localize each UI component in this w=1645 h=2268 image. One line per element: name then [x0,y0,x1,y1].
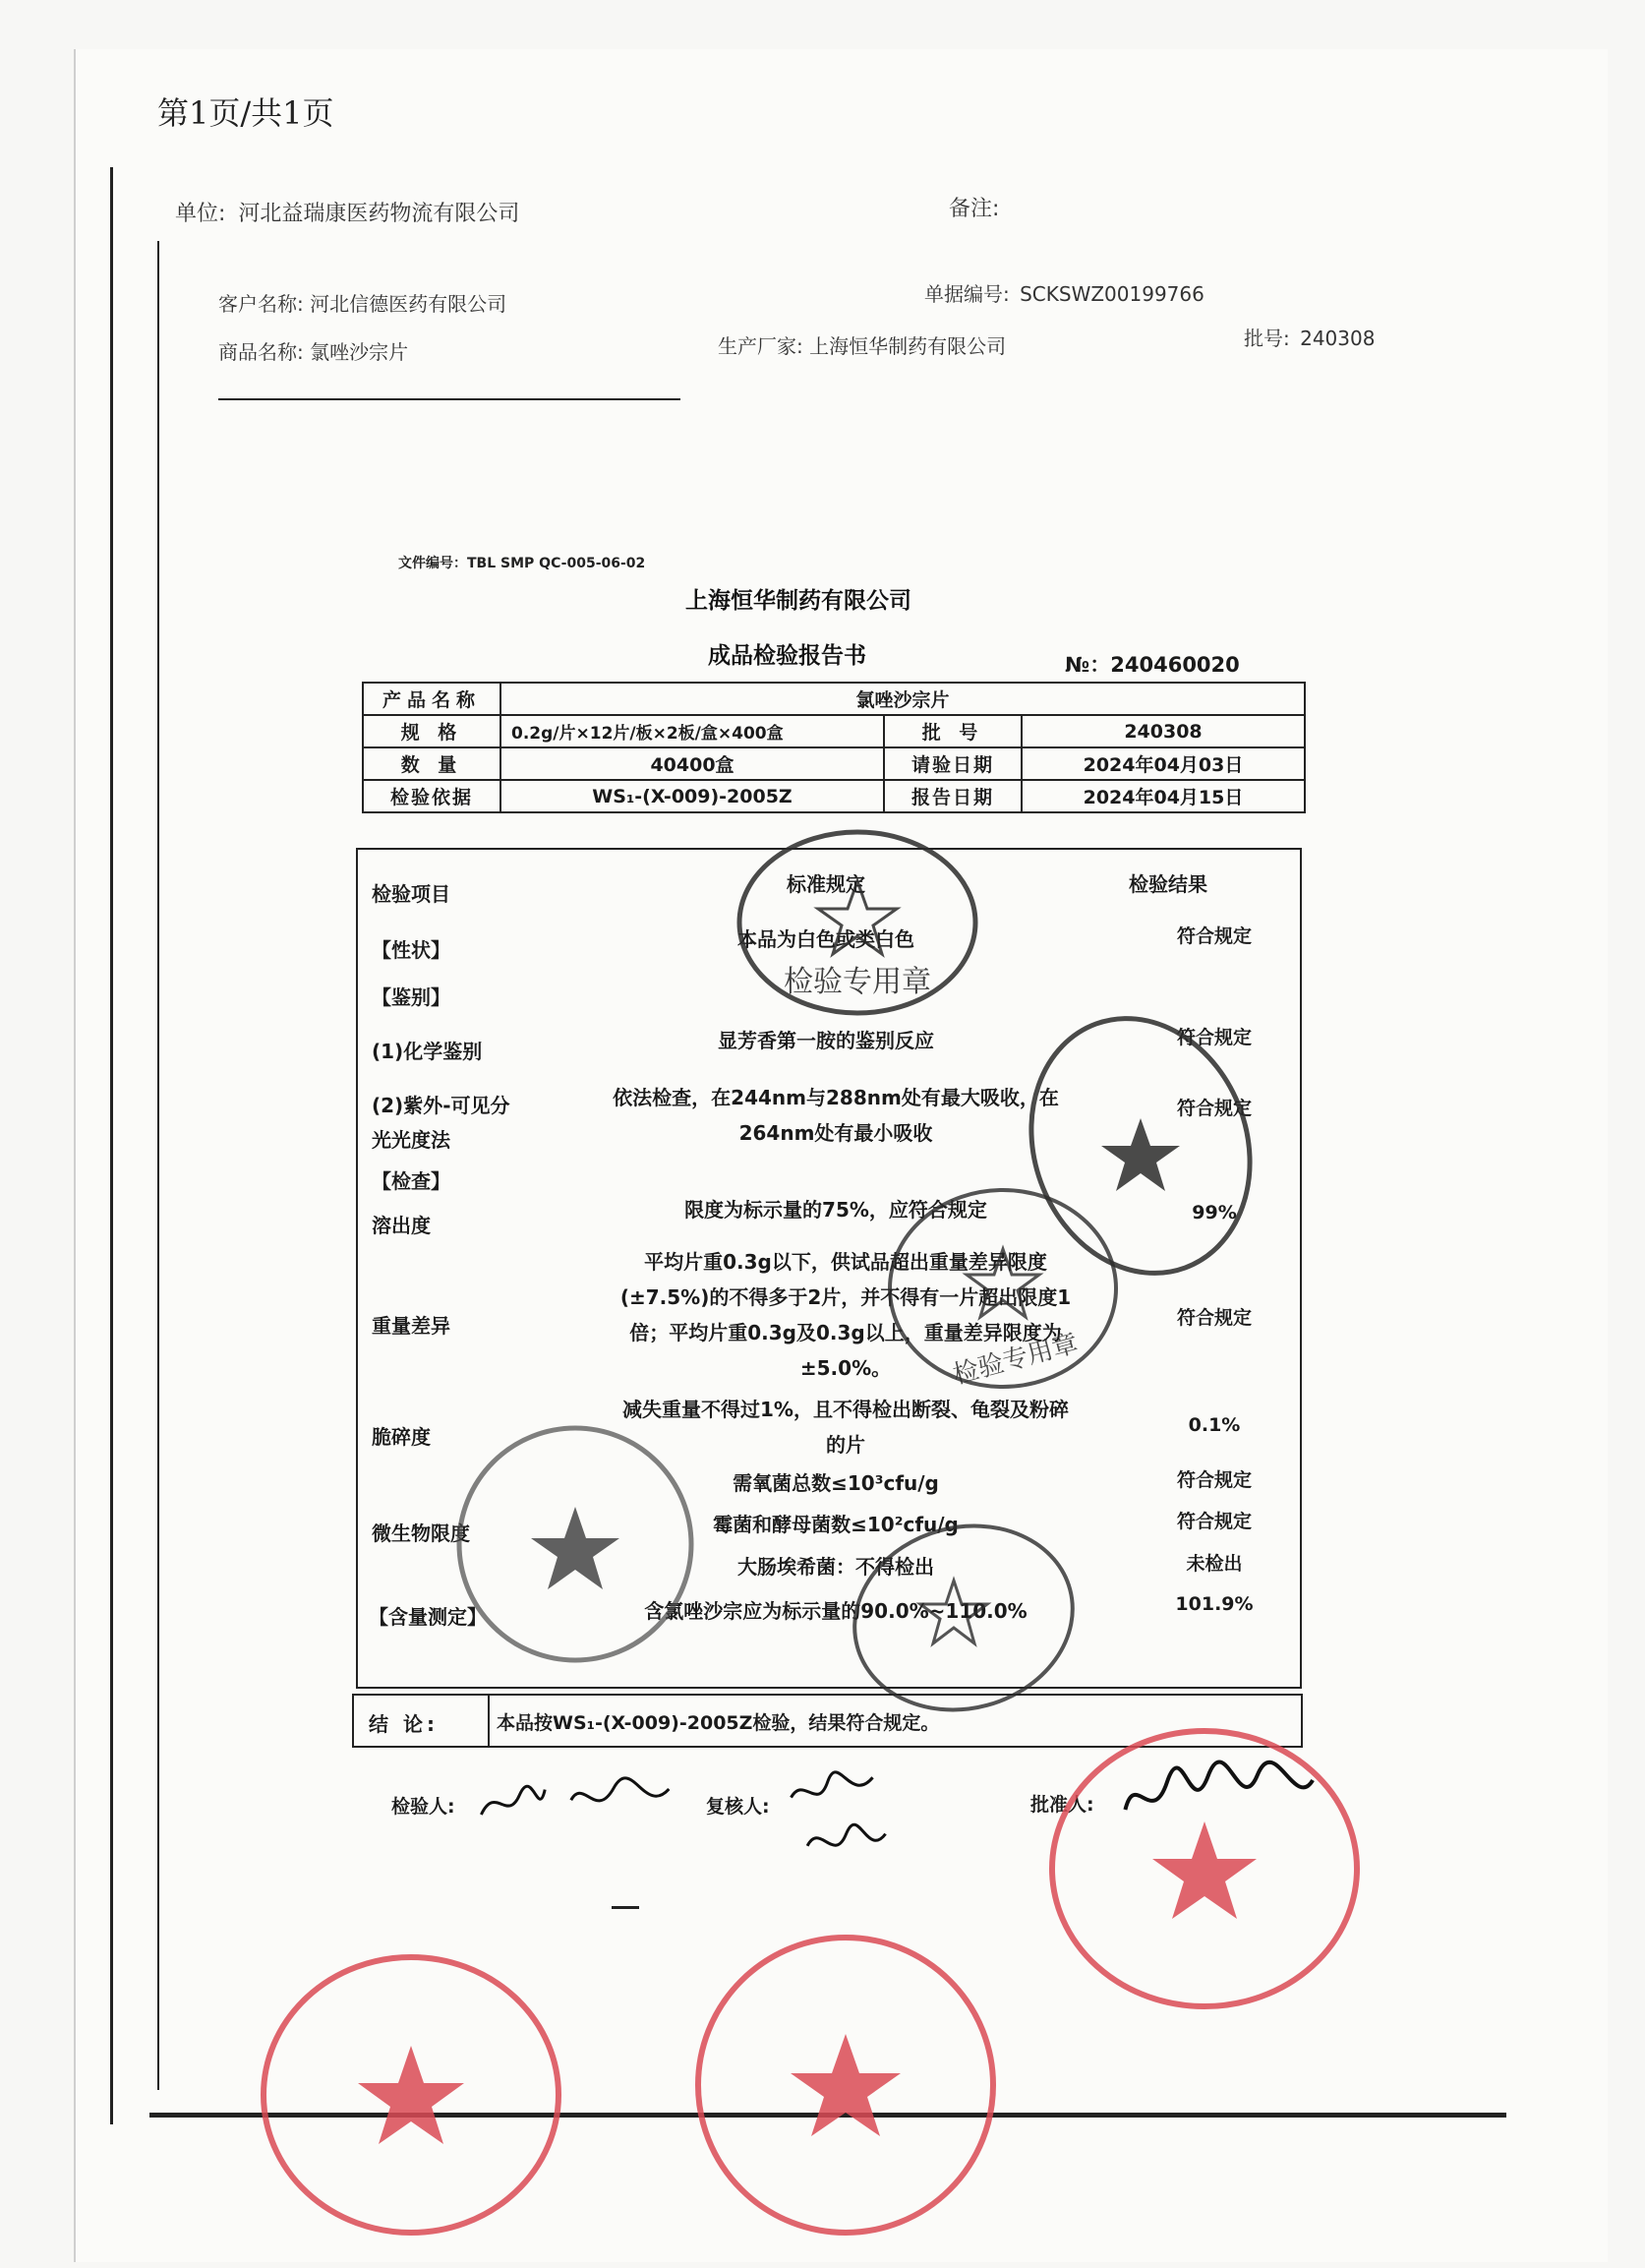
uv-result: 符合规定 [1176,1098,1252,1119]
stamp-hengrui-gray [846,1520,1082,1716]
uv-item-line2: 光光度法 [372,1128,450,1152]
request-date-value: 2024年04月03日 [1022,747,1305,780]
assay-std: 含氯唑沙宗应为标示量的90.0%~110.0% [644,1599,1028,1623]
spec-value: 0.2g/片×12片/板×2板/盒×400盒 [500,715,884,747]
micro-item: 微生物限度 [372,1522,470,1545]
quantity-value: 40400盒 [500,747,884,780]
reviewer-signature [784,1762,898,1885]
reviewer-label: 复核人: [706,1796,770,1818]
weight-std-line1: 平均片重0.3g以下，供试品超出重量差异限度 [644,1250,1047,1274]
dissolution-result: 99% [1192,1202,1237,1224]
micro-result-1: 符合规定 [1176,1469,1252,1491]
weight-std-line3: 倍；平均片重0.3g及0.3g以上，重量差异限度为 [629,1321,1062,1344]
chem-item: (1)化学鉴别 [372,1040,483,1063]
chem-std: 显芳香第一胺的鉴别反应 [718,1029,934,1052]
uv-std-line1: 依法检查，在244nm与288nm处有最大吸收，在 [613,1086,1059,1109]
svg-text:检验专用章: 检验专用章 [950,1328,1082,1391]
report-batch-label: 批 号 [884,715,1022,747]
unit-value: 河北益瑞康医药物流有限公司 [238,202,520,226]
friability-result: 0.1% [1188,1414,1241,1436]
svg-text:检验专用章: 检验专用章 [784,965,931,999]
stamp-inspection-2 [880,1180,1126,1397]
micro-result-3: 未检出 [1186,1553,1243,1575]
dissolution-item: 溶出度 [372,1214,431,1237]
report-title: 成品检验报告书 [708,643,866,669]
inspector-signature [475,1765,675,1843]
basis-value: WS₁-(X-009)-2005Z [500,780,884,812]
report-info-table [362,682,1306,813]
appearance-std: 本品为白色或类白色 [737,927,914,951]
unit-field [175,197,519,227]
report-date-value: 2024年04月15日 [1022,780,1305,812]
header-divider [218,398,680,400]
weight-result: 符合规定 [1176,1307,1252,1329]
inner-frame-line [157,241,159,2090]
uv-std-line2: 264nm处有最小吸收 [738,1121,933,1145]
micro-std-1: 需氧菌总数≤10³cfu/g [733,1471,939,1495]
product-value: 氯唑沙宗片 [310,340,409,364]
spec-label: 规 格 [363,715,500,747]
batch-value: 240308 [1300,327,1376,350]
product-name-value: 氯唑沙宗片 [500,683,1305,715]
stamp-yiruikang-gray [447,1416,703,1672]
customer-label: 客户名称: [218,292,304,316]
manufacturer-field [718,330,1006,359]
doc-no-label: 单据编号: [924,282,1010,306]
assay-result: 101.9% [1175,1593,1254,1615]
page-indicator: 第1页/共1页 [157,94,334,132]
customer-value: 河北信德医药有限公司 [310,292,507,316]
file-number: 文件编号：TBL SMP QC-005-06-02 [398,556,646,571]
col-standard-header: 标准规定 [787,872,865,896]
uv-item-line1: (2)紫外-可见分 [372,1094,510,1117]
manufacturer-value: 上海恒华制药有限公司 [809,334,1007,358]
report-company: 上海恒华制药有限公司 [685,588,911,614]
report-date-label: 报告日期 [884,780,1022,812]
chem-result: 符合规定 [1176,1027,1252,1048]
stamp-red-yiruikang-2 [688,1928,1003,2242]
report-number: №：240460020 [1065,653,1240,677]
weight-std-line2: (±7.5%)的不得多于2片，并不得有一片超出限度1 [619,1285,1072,1309]
doc-no-field [924,278,1204,307]
inspector-label: 检验人: [391,1796,455,1818]
conclusion-label: 结 论: [369,1712,439,1736]
conclusion-text: 本品按WS₁-(X-009)-2005Z检验，结果符合规定。 [497,1712,940,1734]
stamp-red-yiruikang-1 [254,1947,568,2242]
col-result-header: 检验结果 [1129,872,1207,896]
quantity-label: 数 量 [363,747,500,780]
remark-label: 备注: [949,197,1000,221]
approver-label: 批准人: [1030,1794,1094,1816]
weight-item: 重量差异 [372,1314,450,1338]
micro-std-3: 大肠埃希菌：不得检出 [737,1555,934,1579]
identification-item: 【鉴别】 [372,985,450,1009]
customer-field [218,288,506,317]
assay-item: 【含量测定】 [369,1605,487,1629]
left-frame-line [110,167,113,2124]
doc-no-value: SCKSWZ00199766 [1020,282,1204,306]
friability-std-line2: 的片 [826,1433,865,1457]
unit-label: 单位: [175,202,226,226]
col-item-header: 检验项目 [372,882,450,906]
micro-result-2: 符合规定 [1176,1511,1252,1532]
friability-std-line1: 减失重量不得过1%，且不得检出断裂、龟裂及粉碎 [622,1398,1069,1421]
batch-label: 批号: [1244,327,1290,350]
conclusion-divider [488,1694,490,1748]
stamp-inspection-1 [730,824,985,1021]
report-batch-value: 240308 [1022,715,1305,747]
product-name-label: 产品名称 [363,683,500,715]
dissolution-std: 限度为标示量的75%，应符合规定 [684,1198,987,1222]
stamp-red-group [1042,1721,1367,2016]
check-item: 【检查】 [372,1169,450,1193]
batch-field [1244,323,1375,351]
appearance-result: 符合规定 [1176,925,1252,947]
weight-std-line4: ±5.0%。 [799,1356,892,1380]
friability-item: 脆碎度 [372,1425,431,1449]
appearance-item: 【性状】 [372,938,450,962]
manufacturer-label: 生产厂家: [718,334,803,358]
dash-mark [612,1906,639,1909]
micro-std-2: 霉菌和酵母菌数≤10²cfu/g [713,1513,959,1536]
request-date-label: 请验日期 [884,747,1022,780]
product-field [218,336,408,365]
basis-label: 检验依据 [363,780,500,812]
product-label: 商品名称: [218,340,304,364]
